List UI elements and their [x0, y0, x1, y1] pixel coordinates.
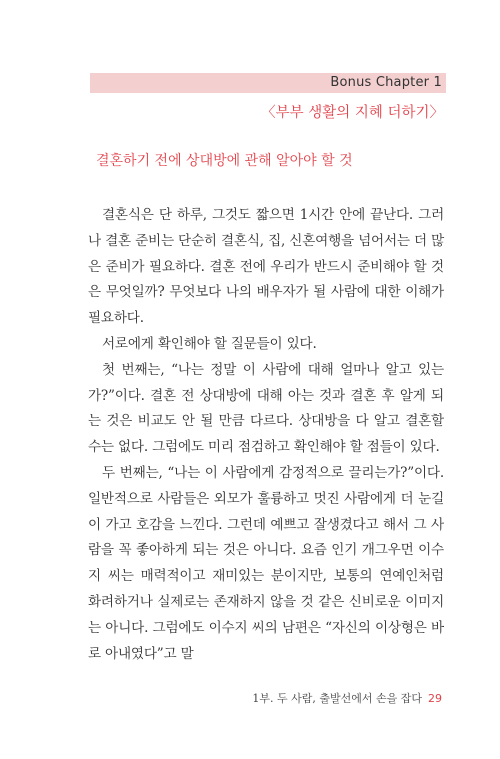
paragraph: 두 번째는, “나는 이 사람에게 감정적으로 끌리는가?”이다. 일반적으로 사람들은 외모가 훌륭하고 멋진 사람에게 더 눈길이 가고 호감을 느낀다. 그런데 예쁘고 잘생겼다고 해서 그 사람을 꼭 좋아하게 되는 것은 아니다. 요즘 인기 개그우먼 이수지 씨는 매력적이고 재미있는 분이지만, 보통의 연예인처럼 화려하거나 실제로는 존재하지 않을 것 같은 신비로운 이미지는 아니다. 그럼에도 이수지 씨의 남편은 “자신의 이상형은 바로 아내였다”고 말	[88, 464, 444, 662]
page-footer	[252, 690, 442, 706]
chapter-subtitle: 〈부부 생활의 지혜 더하기〉	[261, 105, 444, 121]
chapter-label: Bonus Chapter 1	[330, 75, 442, 90]
paragraph: 결혼식은 단 하루, 그것도 짧으면 1시간 안에 끝난다. 그러나 결혼 준비는 단순히 결혼식, 집, 신혼여행을 넘어서는 더 많은 준비가 필요하다. 결혼 전에 우리가 반드시 준비해야 할 것은 무엇일까? 무엇보다 나의 배우자가 될 사람에 대한 이해가 필요하다.	[88, 207, 444, 327]
running-footer-text: 1부. 두 사람, 출발선에서 손을 잡다	[252, 692, 422, 705]
paragraph: 서로에게 확인해야 할 질문들이 있다.	[102, 335, 317, 352]
section-heading: 결혼하기 전에 상대방에 관해 알아야 할 것	[96, 153, 353, 169]
body-text	[88, 203, 444, 667]
paragraph: 첫 번째는, “나는 정말 이 사람에 대해 얼마나 알고 있는가?”이다. 결혼 전 상대방에 대해 아는 것과 결혼 후 알게 되는 것은 비교도 안 될 만큼 다르다. 상대방을 다 알고 결혼할 수는 없다. 그럼에도 미리 점검하고 확인해야 할 점들이 있다.	[88, 361, 444, 456]
page-number: 29	[428, 692, 442, 705]
